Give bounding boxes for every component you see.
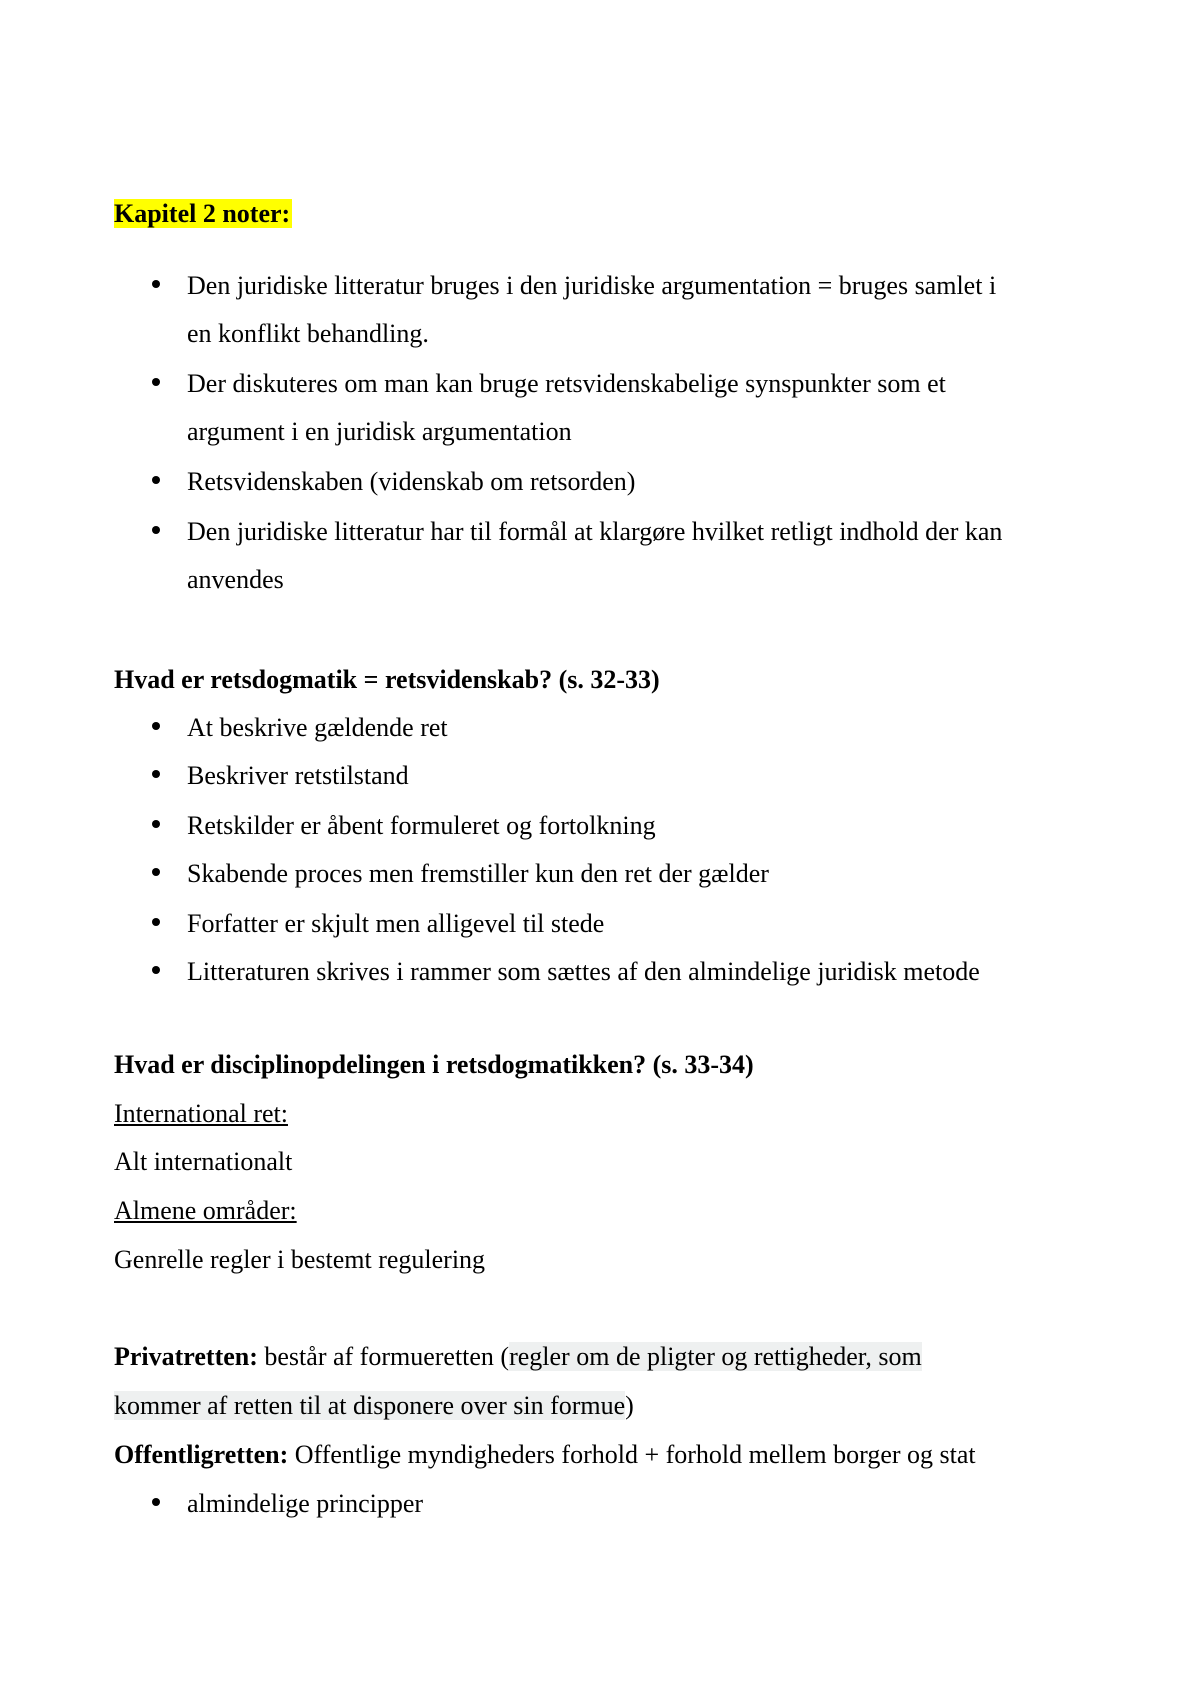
list-item-continuation: anvendes [187,565,284,594]
paragraph: Alt internationalt [114,1147,293,1176]
term-privatretten: Privatretten: [114,1342,258,1371]
bullet-dot [152,918,160,926]
bullet-dot [152,770,160,778]
list-item: Retskilder er åbent formuleret og fortolkning [187,811,656,840]
paragraph-text: ) [625,1391,634,1420]
paragraph-text: Offentlige myndigheders forhold + forhold mellem borger og stat [288,1440,976,1469]
page-title [114,198,292,230]
paragraph-continuation [114,1390,634,1422]
title-highlight: Kapitel 2 noter: [114,199,291,228]
shaded-text: kommer af retten til at disponere over sin formue [114,1391,626,1420]
section-heading: Hvad er disciplinopdelingen i retsdogmatikken? (s. 33-34) [114,1050,754,1079]
section-heading: Hvad er retsdogmatik = retsvidenskab? (s. 32-33) [114,665,660,694]
list-item: Den juridiske litteratur har til formål at klargøre hvilket retligt indhold der kan [187,517,1003,546]
bullet-dot [152,722,160,730]
bullet-dot [152,966,160,974]
list-item: Forfatter er skjult men alligevel til stede [187,909,605,938]
list-item: Retsvidenskaben (videnskab om retsorden) [187,467,636,496]
bullet-dot [152,378,160,386]
paragraph-offentligretten [114,1439,976,1471]
list-item: Den juridiske litteratur bruges i den juridiske argumentation = bruges samlet i [187,271,997,300]
list-item: Beskriver retstilstand [187,761,409,790]
paragraph: Genrelle regler i bestemt regulering [114,1245,486,1274]
list-item: At beskrive gældende ret [187,713,448,742]
paragraph-privatretten [114,1341,922,1373]
bullet-dot [152,820,160,828]
shaded-text: regler om de pligter og rettigheder, som [509,1342,922,1371]
bullet-dot [152,526,160,534]
bullet-dot [152,868,160,876]
list-item: Skabende proces men fremstiller kun den ret der gælder [187,859,769,888]
paragraph-text: består af formueretten ( [257,1342,510,1371]
bullet-dot [152,476,160,484]
bullet-dot [152,1498,160,1506]
list-item-continuation: argument i en juridisk argumentation [187,417,572,446]
list-item: Der diskuteres om man kan bruge retsvidenskabelige synspunkter som et [187,369,946,398]
bullet-dot [152,280,160,288]
subheading-almene: Almene områder: [114,1196,297,1225]
list-item-continuation: en konflikt behandling. [187,319,429,348]
list-item: Litteraturen skrives i rammer som sættes af den almindelige juridisk metode [187,957,980,986]
subheading-international: International ret: [114,1099,288,1128]
list-item: almindelige principper [187,1489,424,1518]
term-offentligretten: Offentligretten: [114,1440,289,1469]
